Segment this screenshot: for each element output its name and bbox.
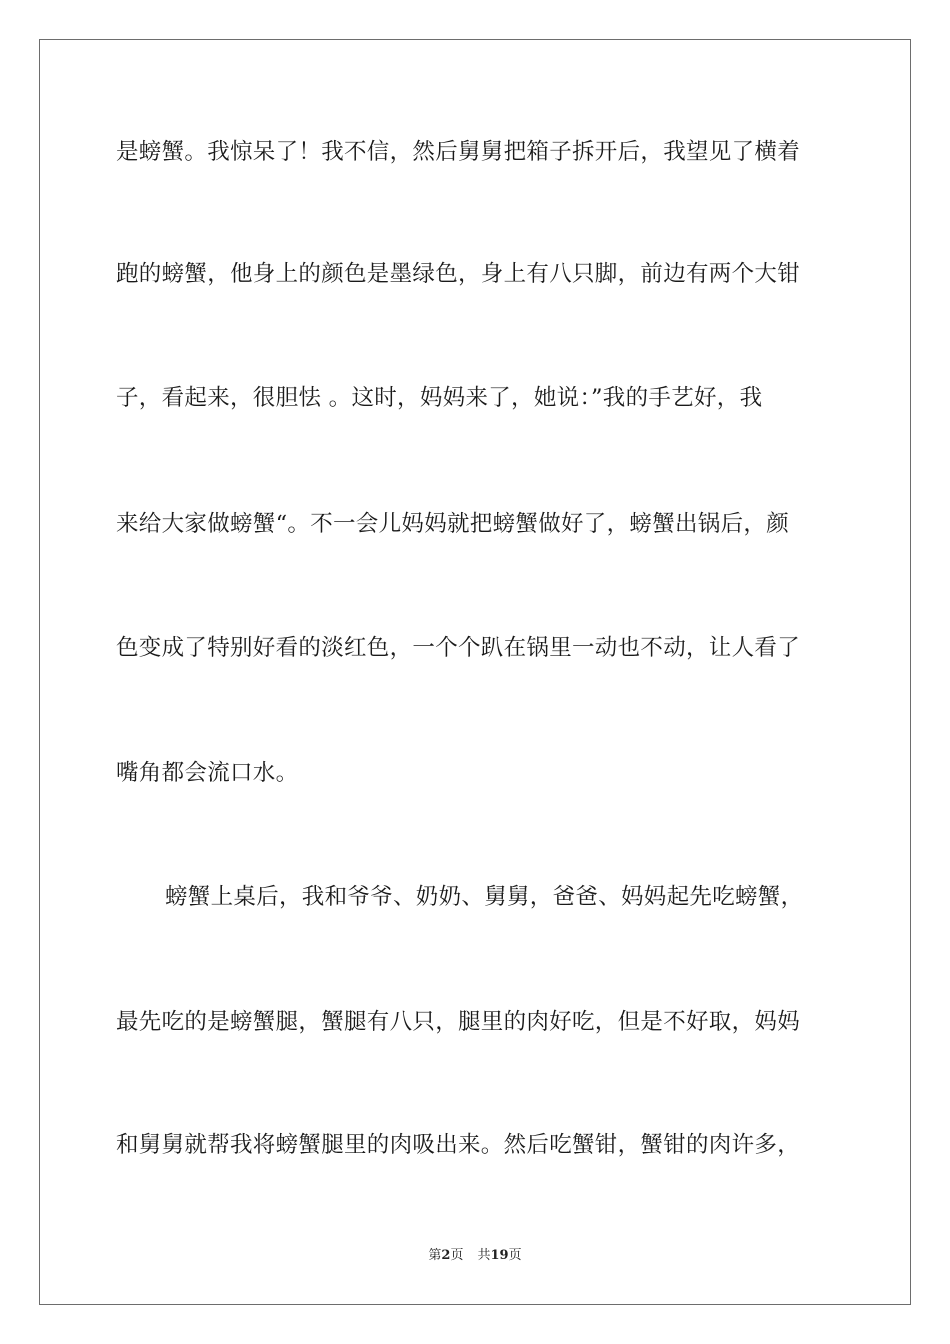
total-pages: 19 (490, 1248, 509, 1263)
page-border (39, 39, 911, 1305)
text-line-4: 来给大家做螃蟹“。不一会儿妈妈就把螃蟹做好了，螃蟹出锅后，颜 (116, 511, 790, 537)
page-suffix: 页 (450, 1248, 464, 1263)
text-line-9: 和舅舅就帮我将螃蟹腿里的肉吸出来。然后吃蟹钳，蟹钳的肉许多， (116, 1132, 801, 1158)
text-line-1: 是螃蟹。我惊呆了！我不信，然后舅舅把箱子拆开后，我望见了横着 (116, 139, 801, 165)
total-prefix: 共 (477, 1248, 491, 1263)
text-line-7-paragraph-start: 螃蟹上桌后，我和爷爷、奶奶、舅舅，爸爸、妈妈起先吃螃蟹， (165, 884, 804, 910)
text-line-3: 子，看起来，很胆怯 。这时，妈妈来了，她说：”我的手艺好，我 (116, 385, 763, 411)
total-suffix: 页 (508, 1248, 522, 1263)
text-line-8: 最先吃的是螃蟹腿，蟹腿有八只，腿里的肉好吃，但是不好取，妈妈 (116, 1009, 801, 1035)
page-footer (0, 1247, 950, 1265)
text-line-2: 跑的螃蟹，他身上的颜色是墨绿色，身上有八只脚，前边有两个大钳 (116, 261, 801, 287)
page-prefix: 第 (428, 1248, 442, 1263)
text-line-5: 色变成了特别好看的淡红色，一个个趴在锅里一动也不动，让人看了 (116, 635, 801, 661)
text-line-6: 嘴角都会流口水。 (116, 760, 299, 786)
page-number: 2 (441, 1248, 451, 1263)
